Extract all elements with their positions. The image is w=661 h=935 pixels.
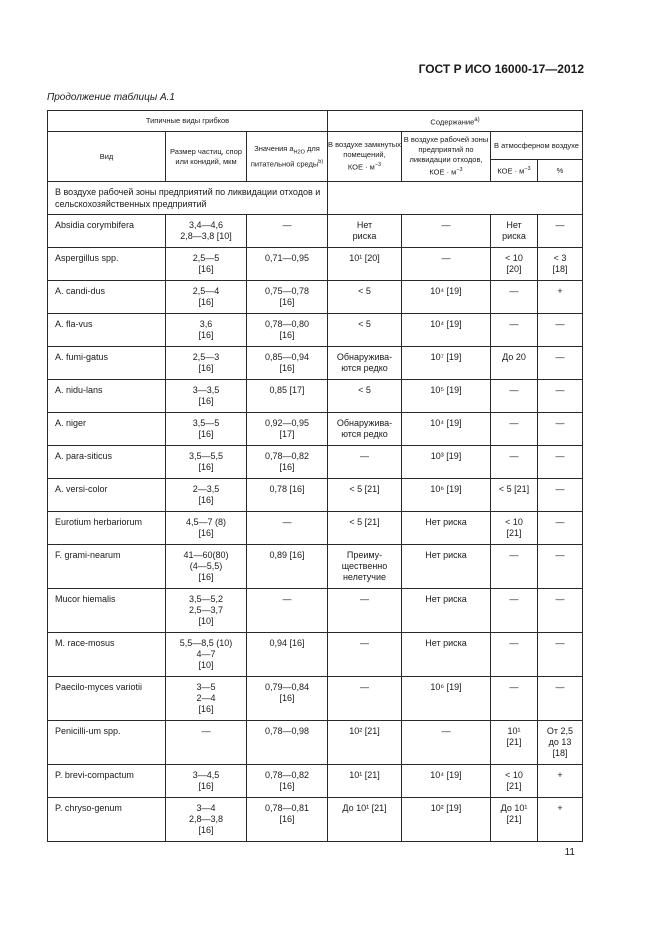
cell-atm-percent: —: [538, 633, 583, 677]
cell-indoor-air: До 10¹ [21]: [328, 798, 402, 842]
cell-particle-size: 3—4 2,8—3,8 [16]: [166, 798, 247, 842]
cell-kind: Mucor hiemalis: [48, 589, 166, 633]
table-row: [48, 314, 583, 347]
table-row: [48, 413, 583, 446]
cell-atm-percent: —: [538, 347, 583, 380]
cell-kind: Penicilli-um spp.: [48, 721, 166, 765]
cell-water-activity: 0,78—0,82 [16]: [247, 446, 328, 479]
cell-atm-percent: От 2,5 до 13 [18]: [538, 721, 583, 765]
cell-water-activity: 0,75—0,78 [16]: [247, 281, 328, 314]
cell-atm-percent: —: [538, 314, 583, 347]
cell-atm-kfu: < 10 [21]: [491, 512, 538, 545]
cell-particle-size: 3,5—5,5 [16]: [166, 446, 247, 479]
header-workzone-air: В воздухе рабочей зоны предприятий по ликвидации отходов, КОЕ · $м^{-3}$: [402, 132, 491, 182]
cell-atm-kfu: —: [491, 677, 538, 721]
cell-particle-size: 2,5—5 [16]: [166, 248, 247, 281]
cell-workzone-air: —: [402, 721, 491, 765]
cell-water-activity: 0,79—0,84 [16]: [247, 677, 328, 721]
cell-workzone-air: 10² [19]: [402, 798, 491, 842]
cell-water-activity: 0,78—0,80 [16]: [247, 314, 328, 347]
cell-workzone-air: 10⁵ [19]: [402, 380, 491, 413]
header-indoor-air: В воздухе замкнутых помещений, КОЕ · $м^{-3}$: [328, 132, 402, 182]
cell-atm-percent: —: [538, 215, 583, 248]
cell-indoor-air: < 5 [21]: [328, 512, 402, 545]
header-typical-fungi: Типичные виды грибков: [48, 111, 328, 132]
cell-atm-kfu: —: [491, 413, 538, 446]
cell-atm-kfu: < 5 [21]: [491, 479, 538, 512]
cell-particle-size: 3—5 2—4 [16]: [166, 677, 247, 721]
cell-kind: A. versi-color: [48, 479, 166, 512]
cell-kind: Eurotium herbariorum: [48, 512, 166, 545]
header-atm-percent: %: [538, 160, 583, 182]
cell-workzone-air: Нет риска: [402, 545, 491, 589]
cell-water-activity: —: [247, 512, 328, 545]
table-row: [48, 677, 583, 721]
cell-particle-size: 2,5—4 [16]: [166, 281, 247, 314]
cell-workzone-air: Нет риска: [402, 512, 491, 545]
cell-atm-percent: < 3 [18]: [538, 248, 583, 281]
cell-atm-kfu: —: [491, 446, 538, 479]
cell-kind: Absidia corymbifera: [48, 215, 166, 248]
header-kind: Вид: [48, 132, 166, 182]
cell-particle-size: 3,4—4,6 2,8—3,8 [10]: [166, 215, 247, 248]
cell-kind: Paecilo-myces variotii: [48, 677, 166, 721]
cell-atm-percent: —: [538, 479, 583, 512]
table-continuation-caption: Продолжение таблицы А.1: [47, 92, 175, 103]
cell-workzone-air: 10⁶ [19]: [402, 479, 491, 512]
cell-kind: M. race-mosus: [48, 633, 166, 677]
cell-water-activity: 0,85—0,94 [16]: [247, 347, 328, 380]
cell-indoor-air: Нет риска: [328, 215, 402, 248]
cell-atm-kfu: До 20: [491, 347, 538, 380]
cell-water-activity: 0,78—0,82 [16]: [247, 765, 328, 798]
table-row: [48, 347, 583, 380]
page-number: 11: [564, 847, 575, 858]
cell-particle-size: 3,5—5,2 2,5—3,7 [10]: [166, 589, 247, 633]
cell-kind: A. para-siticus: [48, 446, 166, 479]
table-row: [48, 589, 583, 633]
section-empty-cell: [328, 182, 583, 215]
cell-atm-percent: +: [538, 798, 583, 842]
cell-water-activity: 0,94 [16]: [247, 633, 328, 677]
cell-atm-percent: —: [538, 677, 583, 721]
cell-water-activity: 0,89 [16]: [247, 545, 328, 589]
cell-particle-size: 2—3,5 [16]: [166, 479, 247, 512]
cell-particle-size: 3,6 [16]: [166, 314, 247, 347]
cell-kind: A. fumi-gatus: [48, 347, 166, 380]
cell-particle-size: —: [166, 721, 247, 765]
cell-water-activity: 0,71—0,95: [247, 248, 328, 281]
cell-atm-percent: —: [538, 413, 583, 446]
document-standard-number: ГОСТ Р ИСО 16000-17—2012: [418, 62, 584, 76]
cell-particle-size: 3—4,5 [16]: [166, 765, 247, 798]
cell-atm-percent: +: [538, 765, 583, 798]
cell-atm-kfu: —: [491, 380, 538, 413]
cell-workzone-air: Нет риска: [402, 589, 491, 633]
cell-workzone-air: 10⁷ [19]: [402, 347, 491, 380]
cell-workzone-air: Нет риска: [402, 633, 491, 677]
cell-indoor-air: —: [328, 446, 402, 479]
cell-workzone-air: 10⁴ [19]: [402, 413, 491, 446]
table-row: [48, 248, 583, 281]
cell-particle-size: 3,5—5 [16]: [166, 413, 247, 446]
cell-atm-kfu: 10¹ [21]: [491, 721, 538, 765]
cell-water-activity: 0,78 [16]: [247, 479, 328, 512]
cell-indoor-air: 10¹ [21]: [328, 765, 402, 798]
cell-indoor-air: < 5: [328, 314, 402, 347]
cell-atm-percent: —: [538, 545, 583, 589]
cell-kind: P. chryso-genum: [48, 798, 166, 842]
cell-atm-kfu: —: [491, 633, 538, 677]
cell-indoor-air: Обнаружива- ются редко: [328, 413, 402, 446]
cell-indoor-air: Преиму- щественно нелетучие: [328, 545, 402, 589]
cell-workzone-air: 10⁴ [19]: [402, 314, 491, 347]
cell-atm-kfu: —: [491, 281, 538, 314]
cell-water-activity: —: [247, 215, 328, 248]
cell-workzone-air: 10⁶ [19]: [402, 677, 491, 721]
header-atm-kfu: КОЕ · $м^{-3}$: [491, 160, 538, 182]
cell-atm-kfu: —: [491, 545, 538, 589]
table-row: [48, 215, 583, 248]
cell-kind: A. niger: [48, 413, 166, 446]
cell-indoor-air: 10¹ [20]: [328, 248, 402, 281]
cell-workzone-air: 10³ [19]: [402, 446, 491, 479]
section-heading: В воздухе рабочей зоны предприятий по ликвидации отходов и сельскохозяйственных предприятий: [48, 182, 328, 215]
table-row: [48, 512, 583, 545]
table-row: [48, 380, 583, 413]
cell-workzone-air: 10⁴ [19]: [402, 765, 491, 798]
cell-indoor-air: 10² [21]: [328, 721, 402, 765]
cell-indoor-air: < 5: [328, 281, 402, 314]
table-row: [48, 479, 583, 512]
cell-indoor-air: —: [328, 633, 402, 677]
cell-workzone-air: 10⁴ [19]: [402, 281, 491, 314]
table-row: [48, 281, 583, 314]
cell-indoor-air: —: [328, 589, 402, 633]
header-content: Содержание$^{а)}$: [328, 111, 583, 132]
cell-atm-percent: —: [538, 512, 583, 545]
cell-atm-kfu: < 10 [20]: [491, 248, 538, 281]
cell-atm-kfu: < 10 [21]: [491, 765, 538, 798]
table-row: [48, 798, 583, 842]
cell-atm-percent: —: [538, 446, 583, 479]
cell-kind: P. brevi-compactum: [48, 765, 166, 798]
cell-atm-kfu: —: [491, 589, 538, 633]
fungi-table: [47, 110, 583, 842]
cell-water-activity: 0,92—0,95 [17]: [247, 413, 328, 446]
cell-kind: F. grami-nearum: [48, 545, 166, 589]
header-water-activity: Значения $a_{H2O}$ для питательной среды$^{b)}$: [247, 132, 328, 182]
cell-particle-size: 2,5—3 [16]: [166, 347, 247, 380]
cell-particle-size: 4,5—7 (8) [16]: [166, 512, 247, 545]
cell-indoor-air: Обнаружива- ются редко: [328, 347, 402, 380]
table-row: [48, 545, 583, 589]
cell-atm-percent: —: [538, 589, 583, 633]
cell-atm-percent: —: [538, 380, 583, 413]
cell-water-activity: —: [247, 589, 328, 633]
cell-workzone-air: —: [402, 215, 491, 248]
cell-workzone-air: —: [402, 248, 491, 281]
cell-atm-kfu: —: [491, 314, 538, 347]
cell-indoor-air: < 5 [21]: [328, 479, 402, 512]
table-row: [48, 633, 583, 677]
cell-kind: Aspergillus spp.: [48, 248, 166, 281]
cell-indoor-air: < 5: [328, 380, 402, 413]
table-row: [48, 446, 583, 479]
cell-water-activity: 0,78—0,98: [247, 721, 328, 765]
cell-atm-percent: +: [538, 281, 583, 314]
table-row: [48, 721, 583, 765]
cell-particle-size: 5,5—8,5 (10) 4—7 [10]: [166, 633, 247, 677]
header-particle-size: Размер частиц, спор или конидий, мкм: [166, 132, 247, 182]
cell-particle-size: 3—3,5 [16]: [166, 380, 247, 413]
header-atmospheric-air: В атмосферном воздухе: [491, 132, 583, 160]
cell-water-activity: 0,78—0,81 [16]: [247, 798, 328, 842]
table-row: [48, 765, 583, 798]
cell-kind: A. candi-dus: [48, 281, 166, 314]
cell-indoor-air: —: [328, 677, 402, 721]
cell-kind: A. fla-vus: [48, 314, 166, 347]
cell-water-activity: 0,85 [17]: [247, 380, 328, 413]
cell-particle-size: 41—60(80) (4—5,5) [16]: [166, 545, 247, 589]
cell-atm-kfu: До 10¹ [21]: [491, 798, 538, 842]
cell-kind: A. nidu-lans: [48, 380, 166, 413]
cell-atm-kfu: Нет риска: [491, 215, 538, 248]
